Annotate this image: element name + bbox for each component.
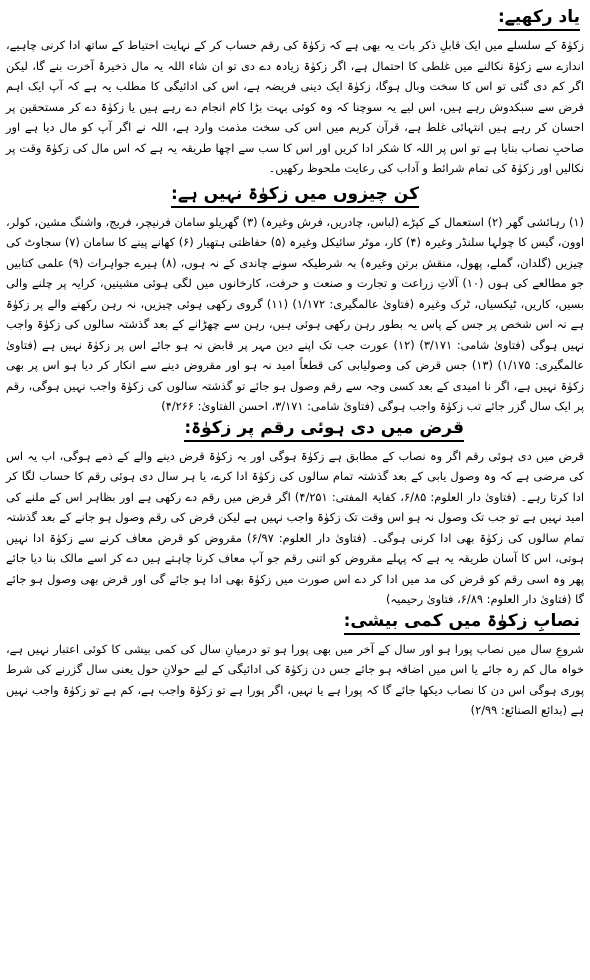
section-body-remember: زکوٰۃ کے سلسلے میں ایک قابلِ ذکر بات یہ بھی ہے کہ زکوٰۃ کی رقم حساب کر کے نہایت احتیاط کے ساتھ ادا کرنی چاہیے، اندازے سے زکوٰۃ نکالنے میں غلطی کا احتمال ہے، اگر زکوٰۃ زیادہ دے دی تو ان شاء اللہ یہ مال ذخیرۂ آخرت بنے گا، لیکن اگر کم دی گئی تو اس کا سخت وبال ہوگا، زکوٰۃ ایک دینی فریضہ ہے، اس کی ادائیگی کا مطلب یہ ہے کہ آپ ایک اہم فرض سے سبکدوش رہے ہیں، اس لیے یہ سوچنا کہ وہ کوئی بہت بڑا کام انجام دے رہے ہیں یا زکوٰۃ دے کر مستحقین پر احسان کر رہے ہیں انتہائی غلط ہے، قرآن کریم میں اس کی سخت مذمت وارد ہے، اللہ نے اگر آپ کو مال دیا ہے اور صاحبِ نصاب بنایا ہے تو اس پر اللہ کا شکر ادا کریں اور اس کا سب سے اچھا طریقہ یہ ہے کہ اس مال کی زکوٰۃ وقت پر نکالیں اور زکوٰۃ کی تمام شرائط و آداب کی رعایت ملحوظ رکھیں۔ [6,38,584,175]
section-heading-exempt-items: کن چیزوں میں زکوٰۃ نہیں ہے: [171,183,419,208]
section-body-loan-zakat: قرض میں دی ہوئی رقم اگر وہ نصاب کے مطابق ہے زکوٰۃ ہوگی اور یہ زکوٰۃ قرض دینے والے کے ذمے ہوگی، اب یہ اس کی مرضی ہے کہ وہ وصول یابی کے بعد گذشتہ تمام سالوں کی زکوٰۃ ادا کرے، یا ہر سال دی ہوئی رقم کا حساب لگا کر ادا کرتا رہے۔ (فتاویٰ دار العلوم: ۶/۸۵، کفایۃ المفتی: ۴/۲۵۱) اگر قرض میں رقم دے رکھی ہے اور بظاہر اس کے ملنے کی امید نہیں ہے تو جب تک وصول نہ ہو اس وقت تک زکوٰۃ واجب نہیں ہے لیکن قرض کی رقم وصول ہو جانے کے بعد گذشتہ تمام سالوں کی زکوٰۃ بھی ادا کرنی ہوگی۔ (فتاویٰ دار العلوم: ۶/۹۷) مقروض کو قرض معاف کرنے سے زکوٰۃ ادا نہیں ہوتی، اس کا آسان طریقہ یہ ہے کہ پہلے مقروض کو اتنی رقم جو آپ معاف کرنا چاہتے ہیں دے کر اسے مالک بنا دیا جائے پھر وہ اسی رقم کو قرض کی مد میں ادا کر دے اس صورت میں زکوٰۃ بھی ادا ہو جائے گی اور قرض بھی وصول ہو جائے گا (فتاویٰ دار العلوم: ۶/۸۹، فتاویٰ رحیمیہ) [6,448,584,606]
section-body-nisab-variation: شروعِ سال میں نصاب پورا ہو اور سال کے آخر میں بھی پورا ہو تو درمیانِ سال کی کمی بیشی کا کوئی اعتبار نہیں ہے، خواہ مال کم رہ جائے یا اس میں اضافہ ہو جائے جس دن زکوٰۃ کی ادائیگی کے لیے حولانِ حول یعنی سال گزرنے کی شرط پوری ہوگی اس دن کا نصاب دیکھا جائے گا کہ پورا ہے یا نہیں، اگر پورا ہے تو زکوٰۃ واجب ہے، کم ہے تو زکوٰۃ واجب نہیں ہے (بدائع الصنائع: ۲/۹۹) [6,641,584,717]
section-heading-remember: یاد رکھیے: [498,6,580,31]
section-remember [6,6,584,179]
section-heading-nisab-variation: نصابِ زکوٰۃ میں کمی بیشی: [344,610,580,635]
section-exempt-items [6,183,584,417]
section-body-exempt-items: (۱) رہائشی گھر (۲) استعمال کے کپڑے (لباس، چادریں، فرش وغیرہ) (۳) گھریلو سامان فرنیچر، فریج، واشنگ مشین، کولر، اوون، گیس کا چولہا سلنڈر وغیرہ (۴) کار، موٹر سائیکل وغیرہ (۵) حفاظتی ہتھیار (۶) کھانے پینے کا سامان (۷) سجاوٹ کی چیزیں (گلدان، گملے، پھول، منقش برتن وغیرہ) بہ شرطیکہ سونے چاندی کے نہ ہوں، (۸) ہیرے جواہرات (۹) علمی کتابیں جو مطالعے کی ہوں (۱۰) آلاتِ زراعت و تجارت و صنعت و حرفت، کارخانوں میں لگی ہوئی مشینیں، کرایہ پر چلنے والی بسیں، کاریں، ٹیکسیاں، ٹرک وغیرہ (فتاویٰ عالمگیری: ۱/۱۷۲) (۱۱) گروی رکھی ہوئی چیزیں، نہ رہن رکھنے والے پر زکوٰۃ ہے نہ اس شخص پر جس کے پاس یہ بطور رہن رکھی ہوئی ہیں، رہن سے چھڑانے کے بعد گذشتہ سالوں کی زکوٰۃ واجب نہیں ہوگی (فتاویٰ شامی: ۳/۱۷۱) (۱۲) عورت جب تک اپنے دین مہر پر قابض نہ ہو جائے اس پر زکوٰۃ نہیں ہے (فتاویٰ عالمگیری: ۱/۱۷۵) (۱۳) جس قرض کی وصولیابی کی قطعاً امید نہ ہو اور مقروض دینے سے انکار کر دیا ہو اس پر بھی زکوٰۃ نہیں ہے، اگر نا امیدی کے بعد کسی وجہ سے رقم وصول ہو جائے تو گذشتہ سالوں کی زکوٰۃ واجب نہیں ہوگی، رقم پر ایک سال گزر جائے تب زکوٰۃ واجب ہوگی (فتاویٰ شامی: ۳/۱۷۱، احسن الفتاویٰ: ۴/۲۶۶) [6,214,585,413]
section-loan-zakat [6,417,584,610]
section-nisab-variation [6,610,584,721]
section-heading-loan-zakat: قرض میں دی ہوئی رقم پر زکوٰۃ: [184,417,464,442]
